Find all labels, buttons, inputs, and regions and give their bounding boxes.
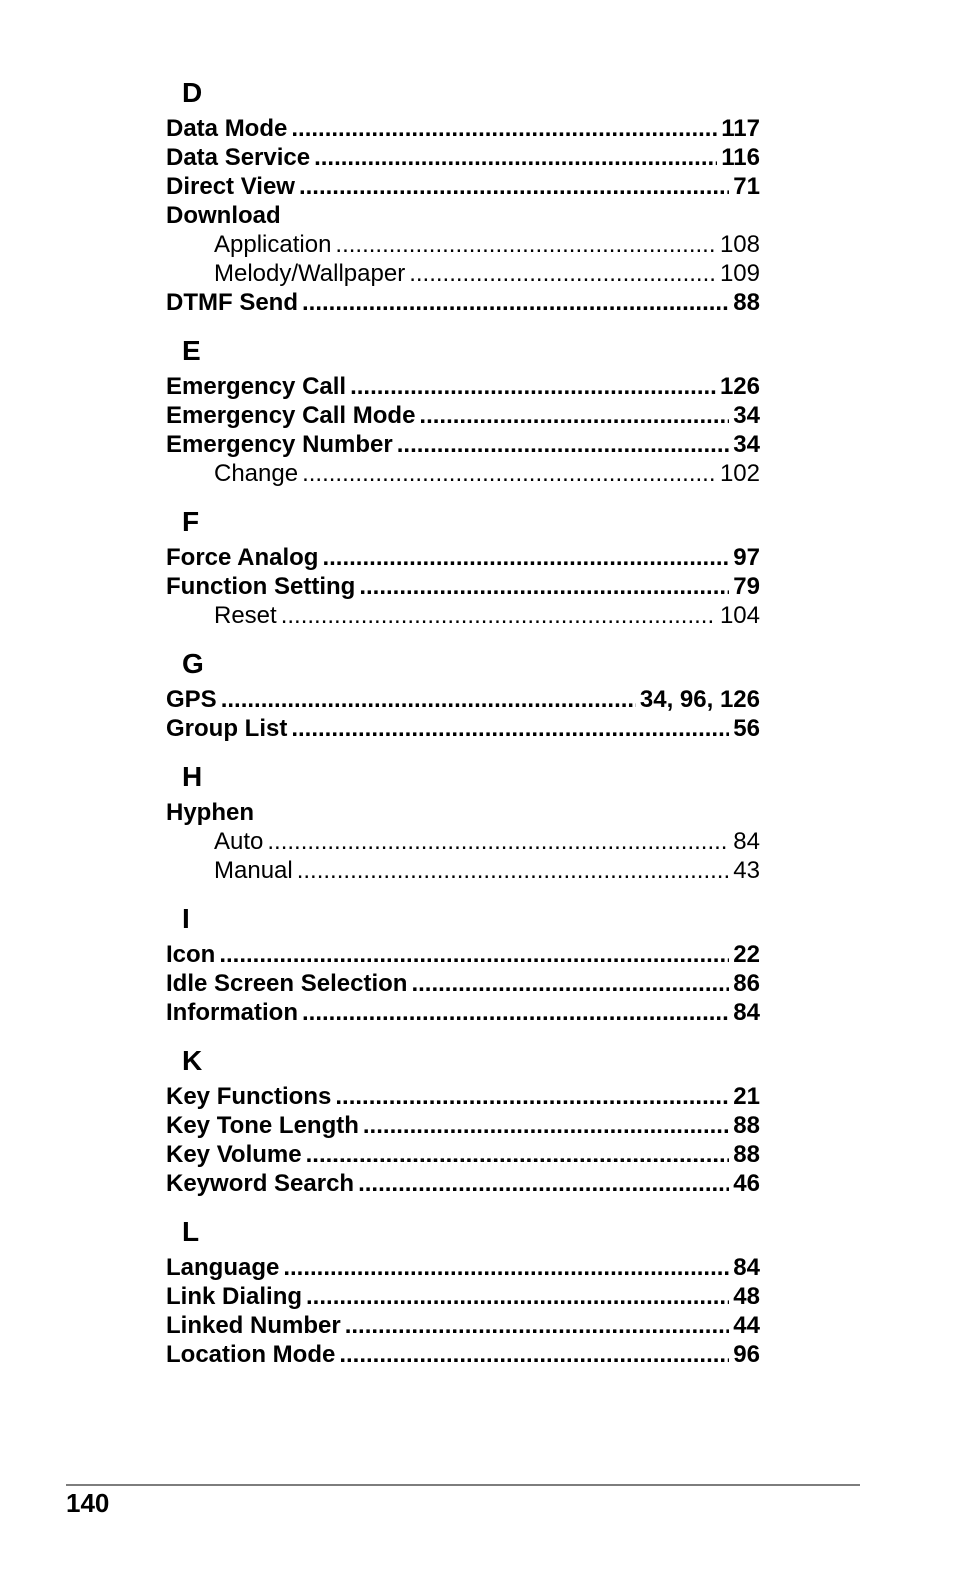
dot-leader [419, 401, 729, 430]
entry-label: Emergency Number [166, 431, 393, 458]
dot-leader [345, 1311, 730, 1340]
dot-leader [283, 1253, 729, 1282]
index-section-l [166, 1215, 760, 1369]
index-entry [166, 372, 760, 401]
footer-divider [66, 1484, 860, 1486]
index-entry [166, 543, 760, 572]
index-section-d [166, 76, 760, 317]
entry-page-number: 97 [733, 544, 760, 571]
entry-page-number: 117 [721, 115, 760, 142]
entry-label: Emergency Call Mode [166, 402, 416, 429]
dot-leader [219, 940, 729, 969]
index-entry [166, 114, 760, 143]
index-entry [166, 1311, 760, 1340]
entry-page-number: 34 [733, 431, 760, 458]
dot-leader [297, 856, 730, 885]
entry-label: Application [214, 231, 332, 258]
index-entry [166, 1282, 760, 1311]
dot-leader [221, 685, 636, 714]
index-section-g [166, 647, 760, 743]
section-letter: F [182, 506, 200, 537]
index-subentry [166, 459, 760, 488]
entry-page-number: 79 [733, 573, 760, 600]
dot-leader [359, 572, 729, 601]
entry-label: Emergency Call [166, 373, 347, 400]
page-number: 140 [66, 1488, 110, 1518]
dot-leader [322, 543, 729, 572]
index-entry [166, 572, 760, 601]
entry-page-number: 46 [733, 1170, 760, 1197]
entry-page-number: 44 [733, 1312, 760, 1339]
entry-page-number: 88 [733, 289, 760, 316]
entry-label: Key Volume [166, 1141, 302, 1168]
entry-page-number: 34, 96, 126 [639, 686, 760, 713]
entry-page-number: 86 [733, 970, 760, 997]
dot-leader [306, 1140, 730, 1169]
index-entry [166, 172, 760, 201]
entry-page-number: 71 [733, 173, 760, 200]
entry-label: Information [166, 999, 298, 1026]
entry-list [166, 940, 760, 1027]
index-section-k [166, 1044, 760, 1198]
entry-page-number: 84 [733, 999, 760, 1026]
index-entry [166, 969, 760, 998]
dot-leader [358, 1169, 729, 1198]
entry-page-number: 109 [719, 260, 760, 287]
section-letter: E [182, 335, 201, 366]
entry-page-number: 84 [733, 1254, 760, 1281]
entry-page-number: 56 [733, 715, 760, 742]
entry-label: GPS [166, 686, 217, 713]
dot-leader [397, 430, 730, 459]
entry-page-number: 34 [733, 402, 760, 429]
section-letter: G [182, 648, 204, 679]
entry-label: Download [166, 202, 281, 229]
index-subentry [166, 230, 760, 259]
entry-page-number: 48 [733, 1283, 760, 1310]
entry-page-number: 126 [719, 373, 760, 400]
entry-label: Manual [214, 857, 293, 884]
entry-list [166, 372, 760, 488]
index-section-i [166, 902, 760, 1027]
entry-label: Location Mode [166, 1341, 336, 1368]
entry-label: Melody/Wallpaper [214, 260, 406, 287]
index-entry [166, 1340, 760, 1369]
entry-label: Auto [214, 828, 264, 855]
entry-page-number: 43 [733, 857, 760, 884]
index-entry [166, 201, 760, 230]
dot-leader [302, 459, 716, 488]
dot-leader [314, 143, 717, 172]
dot-leader [267, 827, 729, 856]
entry-page-number: 116 [721, 144, 760, 171]
index-subentry [166, 259, 760, 288]
dot-leader [350, 372, 716, 401]
index-section-h [166, 760, 760, 885]
index-entry [166, 714, 760, 743]
entry-label: Language [166, 1254, 280, 1281]
entry-label: Direct View [166, 173, 295, 200]
entry-list [166, 114, 760, 317]
entry-label: Key Functions [166, 1083, 332, 1110]
section-letter: H [182, 761, 203, 792]
dot-leader [306, 1282, 729, 1311]
entry-label: Group List [166, 715, 288, 742]
index-entry [166, 143, 760, 172]
entry-label: Icon [166, 941, 216, 968]
dot-leader [299, 172, 729, 201]
index-subentry [166, 856, 760, 885]
index-section-f [166, 505, 760, 630]
index-entry [166, 1140, 760, 1169]
entry-label: Data Mode [166, 115, 288, 142]
entry-page-number: 21 [733, 1083, 760, 1110]
section-letter: L [182, 1216, 200, 1247]
index-entry [166, 401, 760, 430]
entry-label: Change [214, 460, 299, 487]
section-letter: I [182, 903, 190, 934]
entry-list [166, 1082, 760, 1198]
dot-leader [291, 114, 717, 143]
entry-page-number: 102 [719, 460, 760, 487]
index-entry [166, 1253, 760, 1282]
entry-label: Data Service [166, 144, 311, 171]
dot-leader [339, 1340, 729, 1369]
entry-label: Idle Screen Selection [166, 970, 408, 997]
entry-label: Linked Number [166, 1312, 341, 1339]
dot-leader [291, 714, 729, 743]
index-list [166, 76, 760, 1369]
entry-list [166, 798, 760, 885]
index-entry [166, 1082, 760, 1111]
index-entry [166, 1169, 760, 1198]
entry-label: Link Dialing [166, 1283, 303, 1310]
entry-page-number: 104 [719, 602, 760, 629]
entry-label: Reset [214, 602, 277, 629]
index-entry [166, 685, 760, 714]
entry-list [166, 685, 760, 743]
index-subentry [166, 601, 760, 630]
entry-page-number: 84 [733, 828, 760, 855]
entry-label: DTMF Send [166, 289, 298, 316]
section-letter: D [182, 77, 203, 108]
dot-leader [409, 259, 716, 288]
index-entry [166, 288, 760, 317]
entry-label: Function Setting [166, 573, 356, 600]
index-entry [166, 940, 760, 969]
dot-leader [302, 998, 729, 1027]
index-entry [166, 1111, 760, 1140]
dot-leader [302, 288, 729, 317]
entry-page-number: 88 [733, 1112, 760, 1139]
entry-label: Hyphen [166, 799, 255, 826]
entry-label: Force Analog [166, 544, 319, 571]
index-entry [166, 998, 760, 1027]
entry-label: Key Tone Length [166, 1112, 359, 1139]
entry-page-number: 96 [733, 1341, 760, 1368]
index-section-e [166, 334, 760, 488]
index-entry [166, 798, 760, 827]
dot-leader [281, 601, 716, 630]
entry-list [166, 1253, 760, 1369]
section-letter: K [182, 1045, 203, 1076]
entry-page-number: 22 [733, 941, 760, 968]
entry-page-number: 108 [719, 231, 760, 258]
index-subentry [166, 827, 760, 856]
entry-page-number: 88 [733, 1141, 760, 1168]
dot-leader [335, 230, 716, 259]
dot-leader [411, 969, 729, 998]
entry-list [166, 543, 760, 630]
dot-leader [335, 1082, 729, 1111]
dot-leader [363, 1111, 729, 1140]
index-entry [166, 430, 760, 459]
entry-label: Keyword Search [166, 1170, 355, 1197]
